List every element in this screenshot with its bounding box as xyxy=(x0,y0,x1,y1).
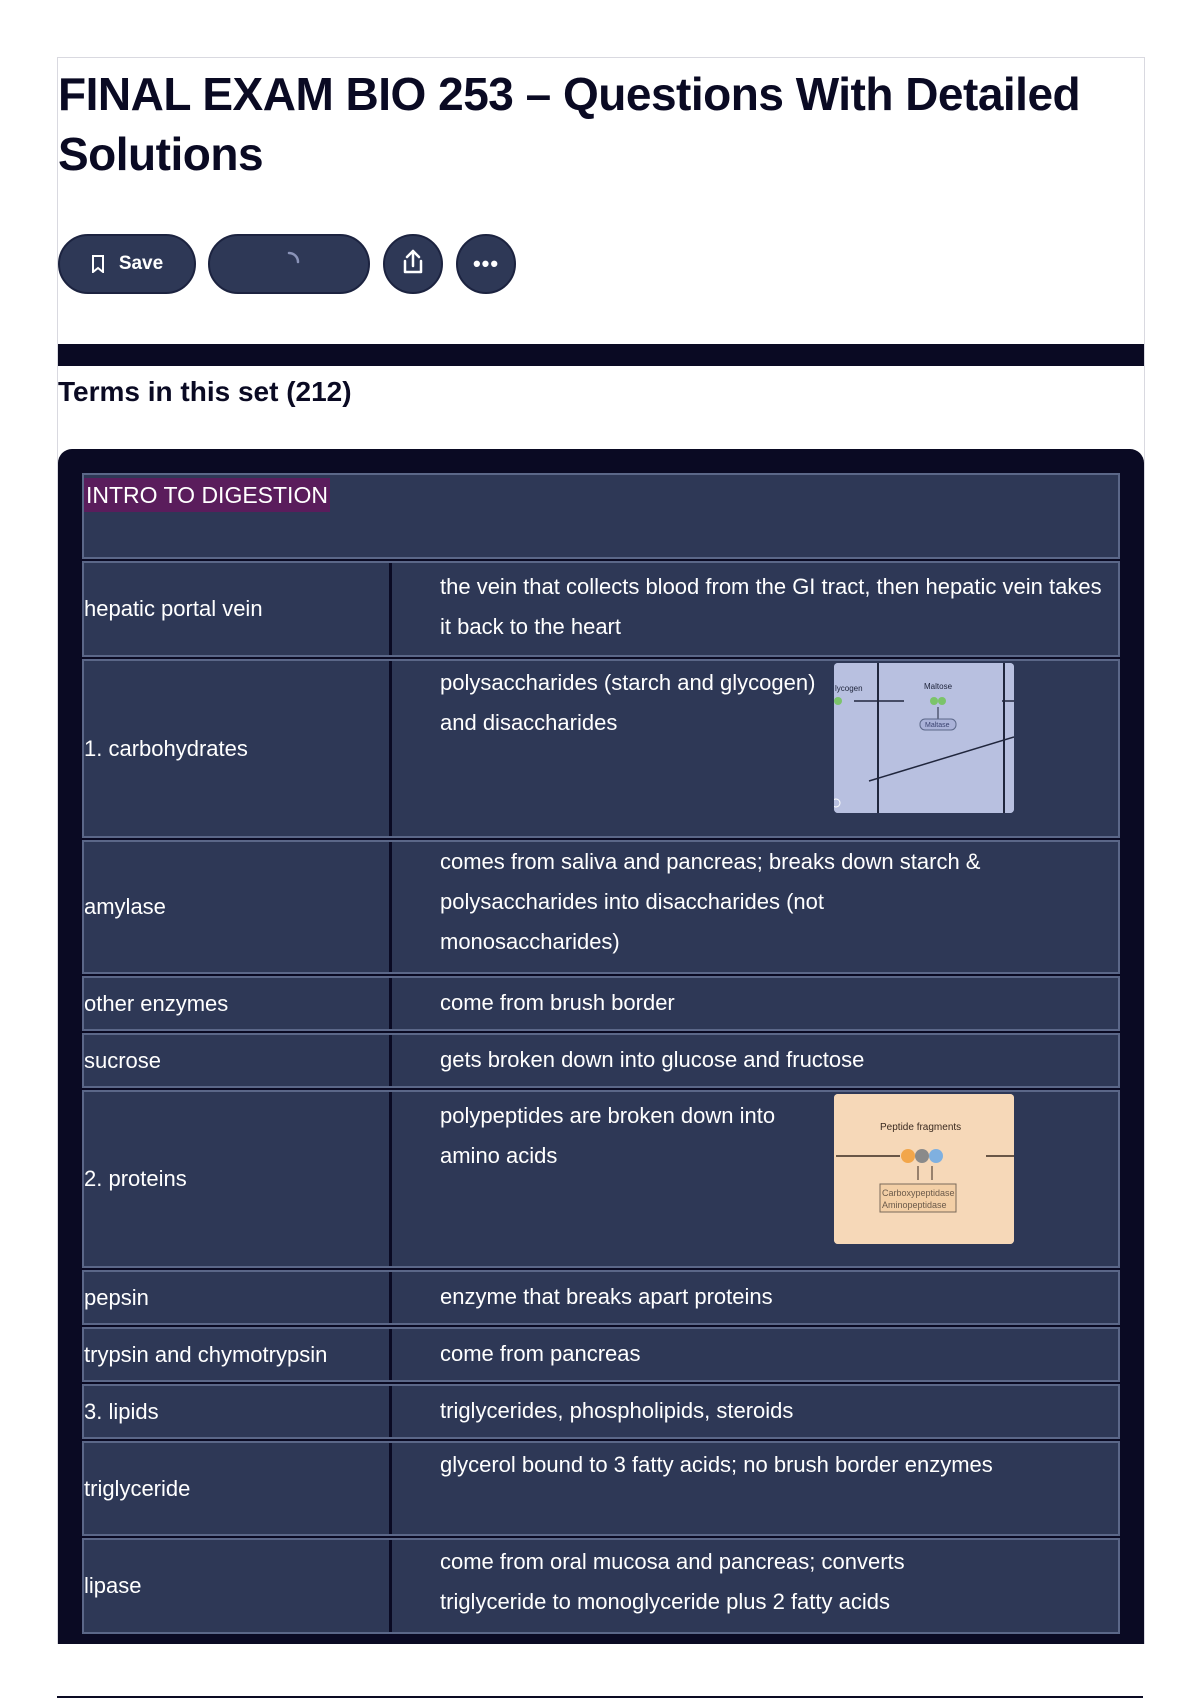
thumb-label-peptide: Peptide fragments xyxy=(880,1122,962,1133)
table-row xyxy=(82,1270,1120,1325)
table-row xyxy=(82,976,1120,1031)
table-row xyxy=(82,1033,1120,1088)
thumb-label-aminopeptidase: Aminopeptidase xyxy=(882,1200,947,1210)
thumb-label-carboxypeptidase: Carboxypeptidase xyxy=(882,1188,955,1198)
term-cell: hepatic portal vein xyxy=(84,563,392,655)
table-row xyxy=(82,659,1120,838)
bookmark-icon xyxy=(91,255,105,273)
section-label: INTRO TO DIGESTION xyxy=(84,478,330,512)
terms-card xyxy=(58,449,1144,1644)
more-options-button[interactable] xyxy=(456,234,516,294)
table-row xyxy=(82,1538,1120,1634)
term-cell: 2. proteins xyxy=(84,1092,392,1266)
definition-cell: the vein that collects blood from the GI tract, then hepatic vein takes it back to the heart xyxy=(440,574,1102,639)
share-button[interactable] xyxy=(383,234,443,294)
thumb-label-glycogen: lycogen xyxy=(835,684,863,693)
carbohydrate-diagram-thumbnail[interactable] xyxy=(834,663,1014,813)
definition-cell: polypeptides are broken down into amino acids xyxy=(440,1103,776,1168)
table-row xyxy=(82,561,1120,657)
table-row xyxy=(82,1384,1120,1439)
definition-cell: come from oral mucosa and pancreas; converts triglyceride to monoglyceride plus 2 fatty acids xyxy=(440,1549,905,1614)
term-cell: sucrose xyxy=(84,1035,392,1086)
study-set-page xyxy=(57,57,1145,1644)
definition-cell: triglycerides, phospholipids, steroids xyxy=(440,1398,794,1423)
term-cell: 1. carbohydrates xyxy=(84,661,392,836)
definition-cell: enzyme that breaks apart proteins xyxy=(440,1284,773,1309)
term-cell: other enzymes xyxy=(84,978,392,1029)
term-cell: 3. lipids xyxy=(84,1386,392,1437)
footer-rule xyxy=(57,1696,1143,1698)
table-row xyxy=(82,1327,1120,1382)
definition-cell: glycerol bound to 3 fatty acids; no brush border enzymes xyxy=(440,1452,993,1477)
spinner-icon xyxy=(277,250,301,279)
save-label: Save xyxy=(118,253,164,274)
definition-cell: polysaccharides (starch and glycogen) and disaccharides xyxy=(440,670,816,735)
share-icon xyxy=(400,248,426,281)
thumb-label-maltose: Maltose xyxy=(924,682,953,691)
section-divider xyxy=(58,344,1144,366)
thumb-label-maltase: Maltase xyxy=(925,722,950,729)
term-cell: trypsin and chymotrypsin xyxy=(84,1329,392,1380)
terms-table xyxy=(82,473,1120,1636)
table-row xyxy=(82,1441,1120,1536)
loading-button[interactable] xyxy=(208,234,370,294)
definition-cell: come from pancreas xyxy=(440,1341,641,1366)
table-row xyxy=(82,1090,1120,1268)
action-bar xyxy=(58,234,1144,296)
definition-cell: gets broken down into glucose and fructose xyxy=(440,1047,865,1072)
protein-diagram-thumbnail[interactable] xyxy=(834,1094,1014,1244)
term-cell: amylase xyxy=(84,842,392,972)
definition-cell: comes from saliva and pancreas; breaks down starch & polysaccharides into disaccharides (not monosaccharides) xyxy=(440,849,981,954)
save-button[interactable] xyxy=(58,234,196,294)
terms-count-heading: Terms in this set (212) xyxy=(58,376,352,407)
term-cell: pepsin xyxy=(84,1272,392,1323)
definition-cell: come from brush border xyxy=(440,990,675,1015)
page-title: FINAL EXAM BIO 253 – Questions With Detailed Solutions xyxy=(58,68,1081,180)
table-row xyxy=(82,840,1120,974)
term-cell: triglyceride xyxy=(84,1443,392,1534)
section-header-row xyxy=(82,473,1120,559)
more-icon: ••• xyxy=(472,251,500,276)
term-cell: lipase xyxy=(84,1540,392,1632)
